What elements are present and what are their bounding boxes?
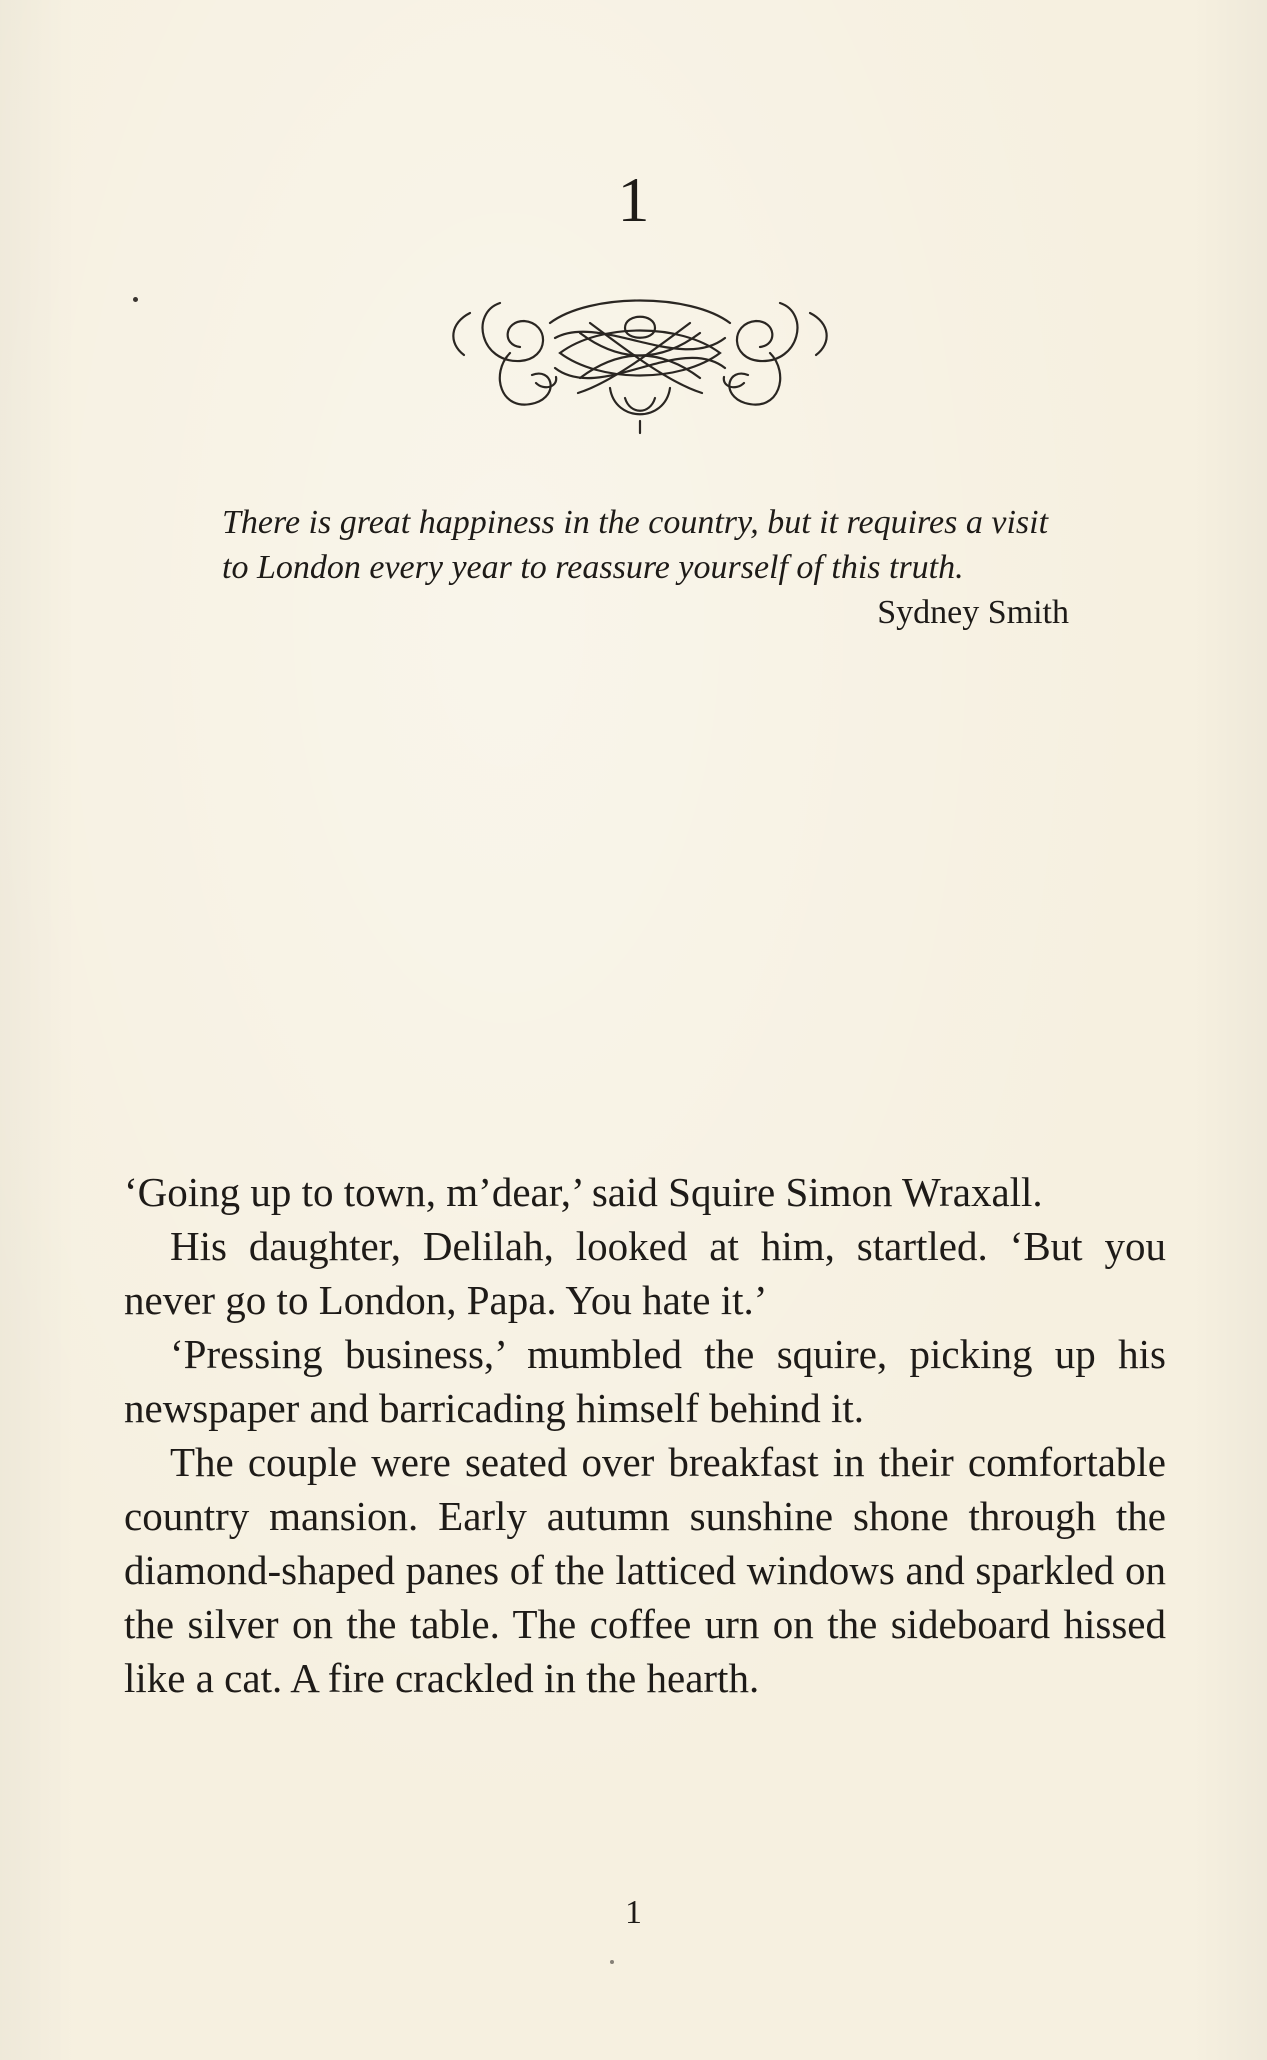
chapter-body <box>124 1165 1166 1705</box>
paragraph: His daughter, Delilah, looked at him, startled. ‘But you never go to London, Papa. You hate it.’ <box>124 1223 1166 1323</box>
page-number: 1 <box>625 1894 642 1931</box>
epigraph <box>222 500 1072 635</box>
ink-speck <box>610 1960 614 1964</box>
epigraph-attribution: Sydney Smith <box>877 594 1069 631</box>
flourish-ornament-icon <box>440 283 840 443</box>
paragraph: ‘Pressing business,’ mumbled the squire, picking up his newspaper and barricading himself behind it. <box>124 1331 1166 1431</box>
paragraph: ‘Going up to town, m’dear,’ said Squire Simon Wraxall. <box>124 1169 1043 1215</box>
paragraph: The couple were seated over breakfast in their comfortable country mansion. Early autumn sunshine shone through the diamond-shaped panes of the latticed windows and sparkled on the silver on the table. The coffee urn on the sideboard hissed like a cat. A fire crackled in the hearth. <box>124 1439 1166 1701</box>
epigraph-quote: There is great happiness in the country, but it requires a visit to London every year to reassure yourself of this truth. <box>222 504 1049 586</box>
ink-speck <box>133 297 138 302</box>
chapter-number: 1 <box>617 164 650 235</box>
